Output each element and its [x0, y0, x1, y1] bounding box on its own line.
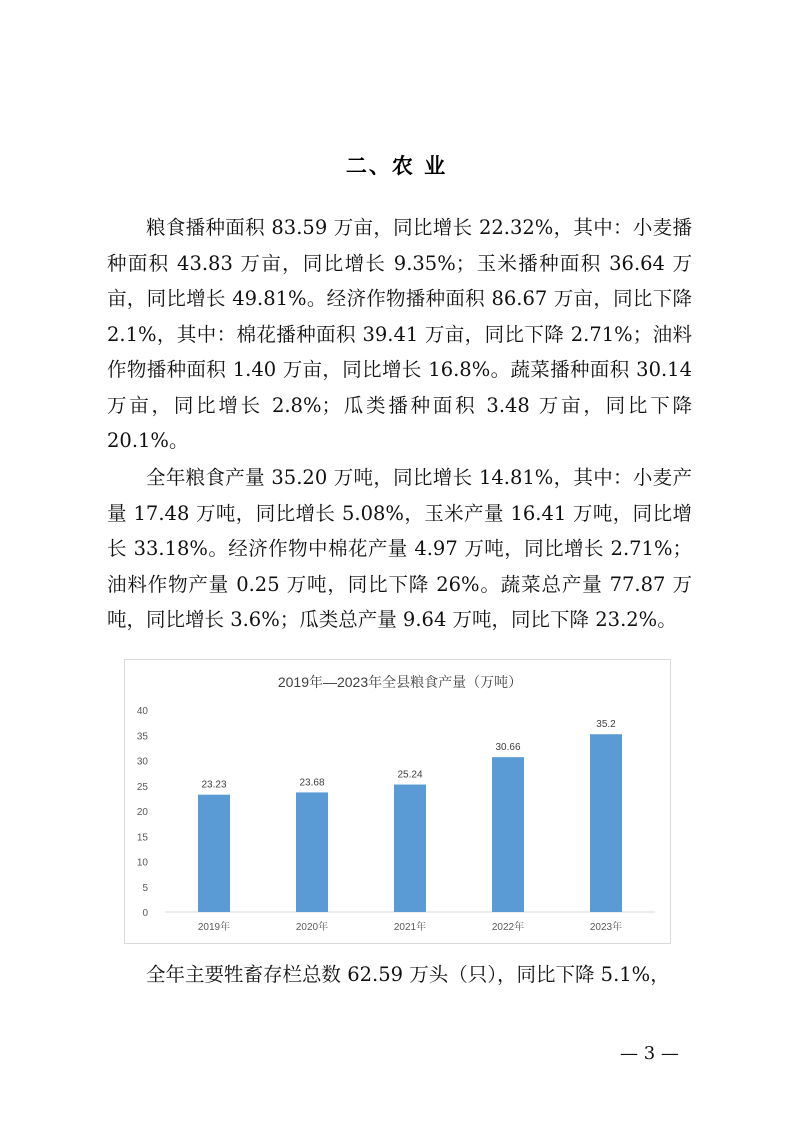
x-tick-label: 2022年 [491, 922, 525, 933]
x-tick-label: 2019年 [197, 922, 231, 933]
data-label: 25.24 [397, 769, 423, 781]
grain-output-chart [124, 659, 671, 944]
y-tick-label: 40 [136, 706, 148, 717]
paragraph-sown-area: 粮食播种面积 83.59 万亩，同比增长 22.32%，其中：小麦播种面积 43.83 万亩，同比增长 9.35%；玉米播种面积 36.64 万亩，同比增长 49.81%。经济作物播种面积 86.67 万亩，同比下降 2.1%，其中：棉花播种面积 39.41 万亩，同比下降 2.71%；油料作物播种面积 1.40 万亩，同比增长 16.8%。蔬菜播种面积 30.14 万亩，同比增长 2.8%；瓜类播种面积 3.48 万亩，同比下降 20.1%。 [107, 216, 692, 452]
paragraph-production: 全年粮食产量 35.20 万吨，同比增长 14.81%，其中：小麦产量 17.48 万吨，同比增长 5.08%，玉米产量 16.41 万吨，同比增长 33.18%。经济作物中棉花产量 4.97 万吨，同比增长 2.71%；油料作物产量 0.25 万吨，同比下降 26%。蔬菜总产量 77.87 万吨，同比增长 3.6%；瓜类总产量 9.64 万吨，同比下降 23.2%。 [107, 466, 692, 631]
y-tick-label: 25 [136, 781, 148, 793]
bar [296, 792, 328, 912]
bar [394, 785, 426, 912]
bar [198, 795, 230, 912]
x-tick-label: 2023年 [589, 922, 623, 933]
y-tick-label: 5 [142, 882, 148, 894]
data-label: 30.66 [495, 742, 521, 754]
bar [590, 734, 622, 912]
y-tick-label: 15 [136, 832, 148, 844]
y-tick-label: 35 [136, 731, 148, 743]
paragraph-livestock: 全年主要牲畜存栏总数 62.59 万头（只），同比下降 5.1%， [146, 963, 670, 986]
y-tick-label: 0 [142, 908, 148, 919]
chart-canvas [125, 660, 670, 943]
page-number: — 3 — [620, 1043, 679, 1064]
chart-title: 2019年—2023年全县粮食产量（万吨） [277, 674, 523, 690]
x-tick-label: 2020年 [295, 922, 329, 933]
bar [492, 757, 524, 912]
section-heading: 二、农 业 [345, 154, 448, 178]
data-label: 35.2 [596, 719, 616, 731]
data-label: 23.23 [201, 779, 227, 791]
y-tick-label: 30 [136, 756, 148, 768]
y-tick-label: 20 [136, 807, 148, 818]
y-tick-label: 10 [136, 857, 148, 869]
data-label: 23.68 [299, 777, 325, 789]
x-tick-label: 2021年 [393, 922, 427, 933]
